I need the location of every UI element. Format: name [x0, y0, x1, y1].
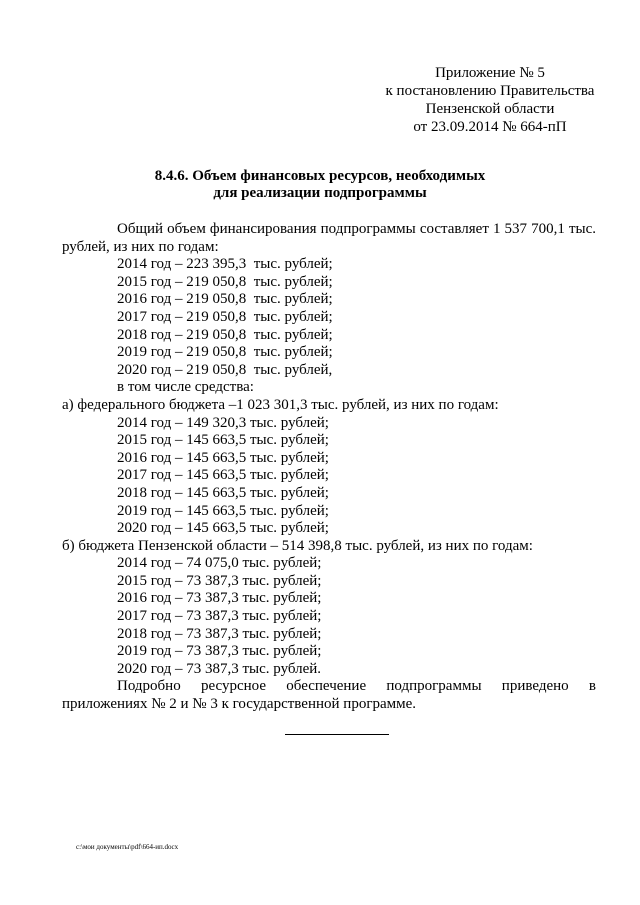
closing-line-2: приложениях № 2 и № 3 к государственной программе.: [62, 696, 417, 713]
total-year-line: 2016 год – 219 050,8 тыс. рублей;: [117, 291, 333, 308]
appendix-number: Приложение № 5: [435, 65, 545, 81]
federal-year-line: 2017 год – 145 663,5 тыс. рублей;: [117, 467, 329, 484]
regional-year-line: 2015 год – 73 387,3 тыс. рублей;: [117, 572, 322, 589]
regional-year-line: 2020 год – 73 387,3 тыс. рублей.: [117, 660, 322, 677]
appendix-resolution: к постановлению Правительства: [385, 83, 595, 99]
separator-line: [285, 734, 389, 735]
regional-year-line: 2018 год – 73 387,3 тыс. рублей;: [117, 625, 322, 642]
federal-year-line: 2015 год – 145 663,5 тыс. рублей;: [117, 432, 329, 449]
regional-budget-heading: б) бюджета Пензенской области – 514 398,8 тыс. рублей, из них по годам:: [62, 537, 533, 554]
total-year-line: 2014 год – 223 395,3 тыс. рублей;: [117, 256, 333, 273]
federal-budget-heading: а) федерального бюджета –1 023 301,3 тыс. рублей, из них по годам:: [62, 396, 499, 413]
document-body: [62, 221, 596, 714]
appendix-header: [370, 64, 610, 136]
section-title-line-2: для реализации подпрограммы: [213, 185, 427, 201]
federal-year-line: 2018 год – 145 663,5 тыс. рублей;: [117, 484, 329, 501]
total-financing-line-2: рублей, из них по годам:: [62, 238, 219, 255]
federal-year-line: 2020 год – 145 663,5 тыс. рублей;: [117, 520, 329, 537]
federal-year-line: 2014 год – 149 320,3 тыс. рублей;: [117, 414, 329, 431]
total-year-line: 2019 год – 219 050,8 тыс. рублей;: [117, 344, 333, 361]
regional-year-line: 2014 год – 74 075,0 тыс. рублей;: [117, 555, 322, 572]
closing-line-1: Подробно ресурсное обеспечение подпрограммы приведено в: [117, 678, 596, 695]
section-title-line-1: 8.4.6. Объем финансовых ресурсов, необходимых: [154, 168, 486, 184]
federal-year-line: 2016 год – 145 663,5 тыс. рублей;: [117, 449, 329, 466]
including-line: в том числе средства:: [117, 379, 254, 396]
regional-year-line: 2017 год – 73 387,3 тыс. рублей;: [117, 608, 322, 625]
federal-year-line: 2019 год – 145 663,5 тыс. рублей;: [117, 502, 329, 519]
regional-year-line: 2016 год – 73 387,3 тыс. рублей;: [117, 590, 322, 607]
file-path-footer: c:\мои документы\pdf\664-ип.docx: [76, 843, 179, 851]
total-year-line: 2018 год – 219 050,8 тыс. рублей;: [117, 326, 333, 343]
total-financing-line-1: Общий объем финансирования подпрограммы составляет 1 537 700,1 тыс.: [117, 221, 596, 237]
total-year-line: 2017 год – 219 050,8 тыс. рублей;: [117, 308, 333, 325]
total-year-line: 2020 год – 219 050,8 тыс. рублей,: [117, 361, 333, 378]
appendix-date-number: от 23.09.2014 № 664-пП: [413, 119, 567, 135]
total-year-line: 2015 год – 219 050,8 тыс. рублей;: [117, 273, 333, 290]
regional-year-line: 2019 год – 73 387,3 тыс. рублей;: [117, 643, 322, 660]
section-title: [0, 168, 640, 202]
appendix-region: Пензенской области: [425, 101, 555, 117]
